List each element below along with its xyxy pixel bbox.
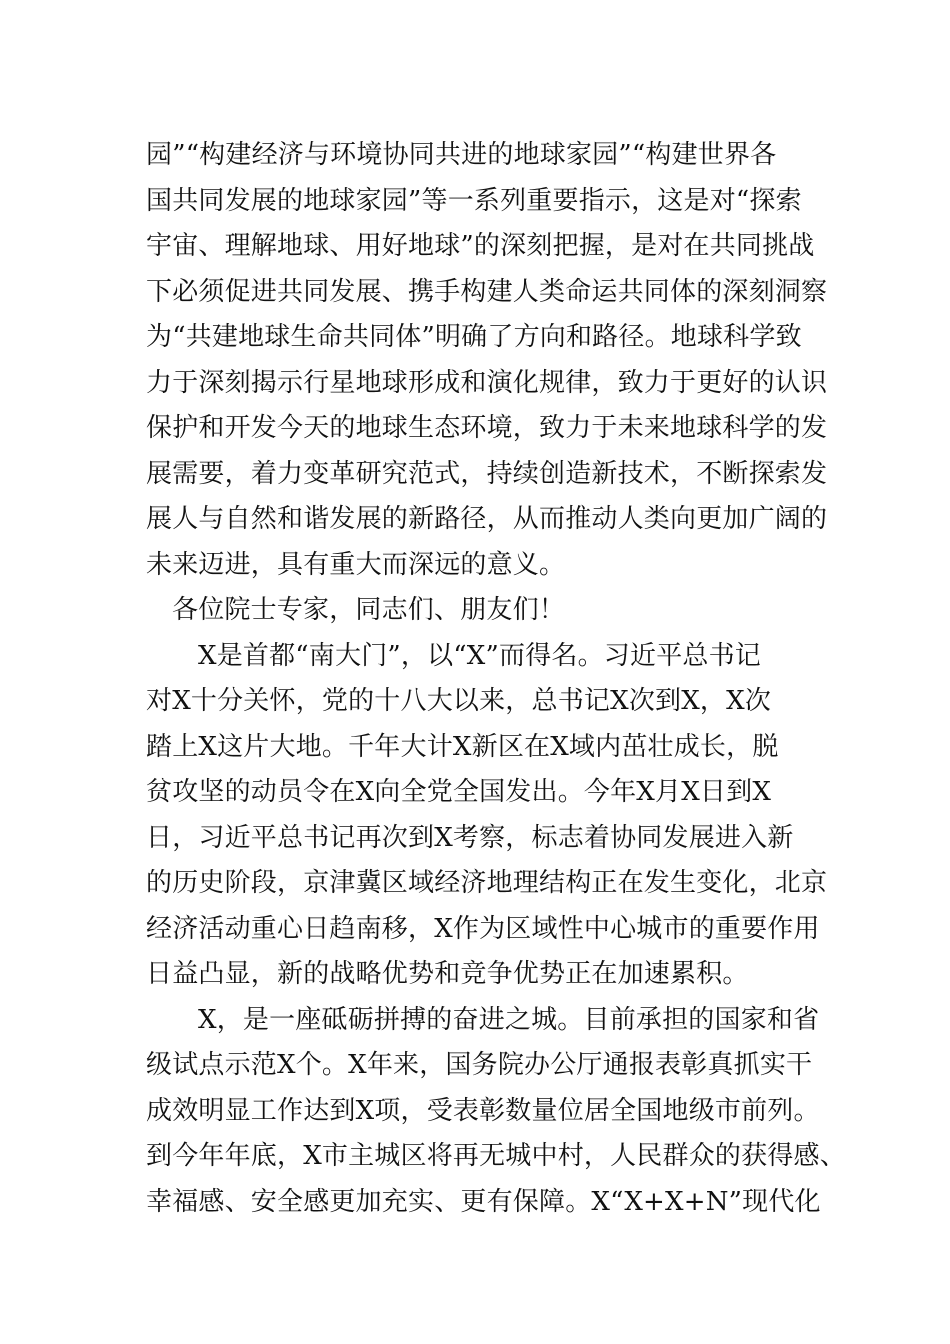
text-line: 力于深刻揭示行星地球形成和演化规律，致力于更好的认识 bbox=[146, 367, 828, 398]
text-line: 贫攻坚的动员令在X向全党全国发出。今年X月X日到X bbox=[146, 777, 772, 807]
text-line: 到今年年底，X市主城区将再无城中村，人民群众的获得感、 bbox=[146, 1141, 846, 1171]
text-line: 的历史阶段，京津冀区域经济地理结构正在发生变化，北京 bbox=[146, 868, 828, 898]
text-line: 展人与自然和谐发展的新路径，从而推动人类向更加广阔的 bbox=[146, 504, 828, 534]
text-line: 下必须促进共同发展、携手构建人类命运共同体的深刻洞察 bbox=[146, 276, 828, 307]
text-line: 幸福感、安全感更加充实、更有保障。X“X+X+N”现代化 bbox=[146, 1186, 821, 1217]
text-line: 日益凸显，新的战略优势和竞争优势正在加速累积。 bbox=[146, 959, 749, 989]
text-line: 经济活动重心日趋南移，X作为区域性中心城市的重要作用 bbox=[146, 913, 820, 944]
text-line: 保护和开发今天的地球生态环境，致力于未来地球科学的发 bbox=[146, 413, 828, 443]
text-line: 为“共建地球生命共同体”明确了方向和路径。地球科学致 bbox=[146, 322, 802, 352]
text-line: 级试点示范X个。X年来，国务院办公厅通报表彰真抓实干 bbox=[146, 1050, 813, 1080]
text-line: X是首都“南大门”，以“X”而得名。习近平总书记 bbox=[198, 640, 761, 671]
text-line: 踏上X这片大地。千年大计X新区在X域内茁壮成长，脱 bbox=[146, 731, 779, 762]
body-text bbox=[146, 133, 846, 1225]
paragraph-4 bbox=[146, 998, 846, 1226]
paragraph-1 bbox=[146, 133, 828, 588]
text-line: 对X十分关怀，党的十八大以来，总书记X次到X，X次 bbox=[146, 686, 772, 716]
paragraph-3 bbox=[146, 634, 828, 998]
text-line: X，是一座砥砺拼搏的奋进之城。目前承担的国家和省 bbox=[198, 1004, 820, 1035]
text-line: 成效明显工作达到X项，受表彰数量位居全国地级市前列。 bbox=[146, 1095, 820, 1126]
text-line: 国共同发展的地球家园”等一系列重要指示，这是对“探索 bbox=[146, 185, 802, 216]
text-line: 未来迈进，具有重大而深远的意义。 bbox=[146, 549, 566, 580]
text-line: 展需要，着力变革研究范式，持续创造新技术，不断探索发 bbox=[146, 458, 828, 489]
paragraph-2 bbox=[146, 588, 816, 634]
text-line: 日，习近平总书记再次到X考察，标志着协同发展进入新 bbox=[146, 822, 794, 853]
text-line: 宇宙、理解地球、用好地球”的深刻把握，是对在共同挑战 bbox=[146, 231, 815, 261]
text-line: 各位院士专家，同志们、朋友们！ bbox=[172, 595, 566, 625]
text-line: 园”“构建经济与环境协同共进的地球家园”“构建世界各 bbox=[146, 140, 777, 170]
